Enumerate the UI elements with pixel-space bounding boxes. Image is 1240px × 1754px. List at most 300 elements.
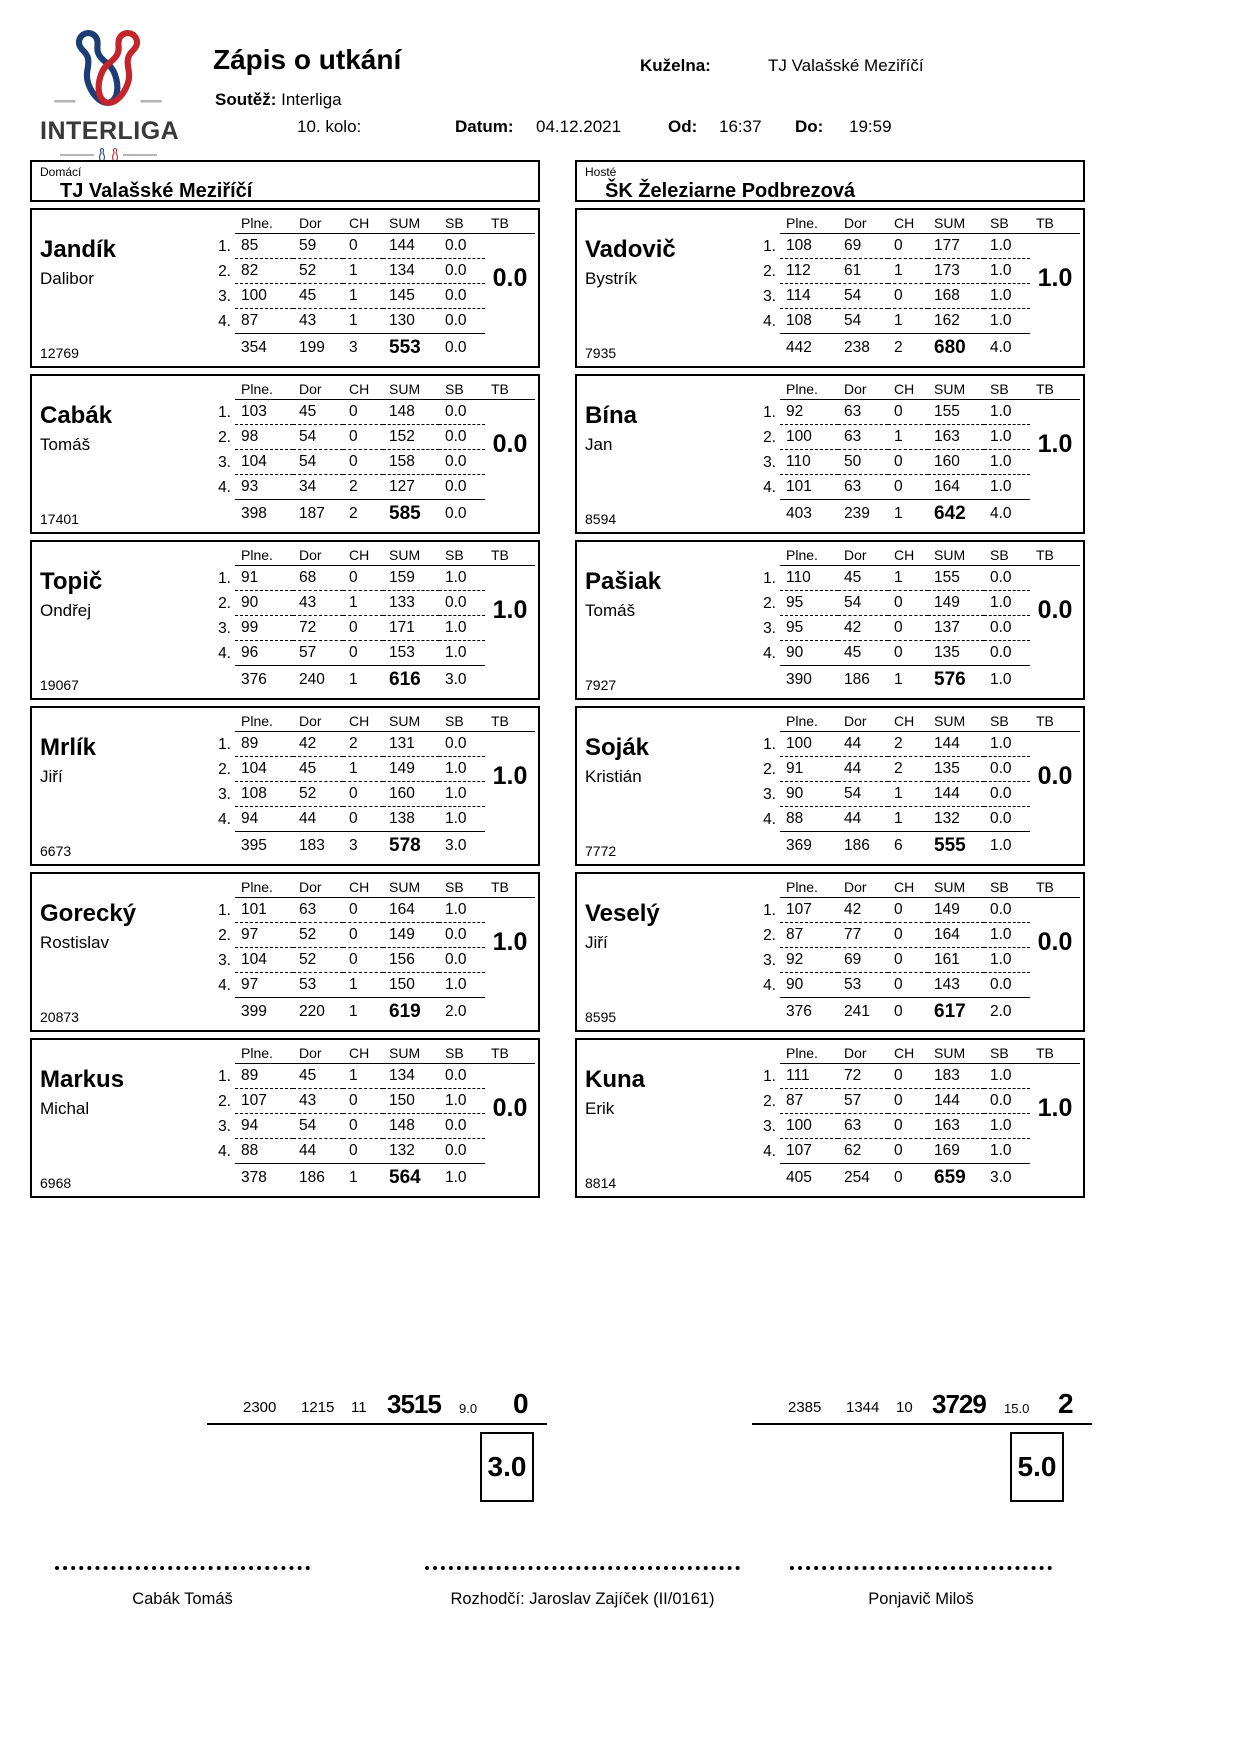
interliga-logo	[40, 24, 180, 162]
score-cell: 0	[343, 782, 383, 807]
score-cell: 1.0	[439, 807, 485, 832]
column-header: Dor	[838, 212, 888, 234]
score-cell: 131	[383, 732, 439, 757]
score-cell: 53	[293, 973, 343, 998]
score-cell: 127	[383, 475, 439, 500]
home-total-ch: 11	[351, 1399, 367, 1416]
score-cell: 42	[293, 732, 343, 757]
column-header: SUM	[383, 1042, 439, 1064]
column-header: SUM	[383, 544, 439, 566]
table-corner	[205, 998, 235, 1026]
score-cell: 0.0	[439, 732, 485, 757]
player-total-cell: 183	[299, 837, 325, 854]
score-cell: 93	[235, 475, 293, 500]
column-header: Plne.	[235, 378, 293, 400]
score-cell: 156	[383, 948, 439, 973]
score-cell: 97	[235, 923, 293, 948]
score-cell: 1	[888, 259, 928, 284]
player-name-area	[585, 376, 750, 532]
column-header: Dor	[293, 544, 343, 566]
score-cell: 0	[343, 234, 383, 259]
player-total-cell: 585	[389, 503, 421, 524]
column-header: SB	[984, 1042, 1030, 1064]
tb-spacer	[485, 641, 535, 666]
row-number: 2.	[218, 594, 231, 612]
score-cell: 0	[888, 1089, 928, 1114]
tb-spacer	[485, 1139, 535, 1164]
score-cell: 87	[235, 309, 293, 334]
player-firstname: Dalibor	[40, 269, 94, 288]
player-total-cell: 442	[786, 339, 812, 356]
table-corner	[750, 1164, 780, 1192]
score-cell: 0	[343, 923, 383, 948]
player-firstname: Tomáš	[40, 435, 91, 454]
score-cell: 149	[383, 923, 439, 948]
score-cell: 92	[780, 948, 838, 973]
player-tb-points: 1.0	[1037, 430, 1073, 458]
score-cell: 0.0	[439, 309, 485, 334]
home-team-column	[30, 160, 540, 1204]
player-surname: Cabák	[40, 402, 113, 429]
score-cell: 0	[343, 807, 383, 832]
score-cell: 133	[383, 591, 439, 616]
column-header: TB	[485, 876, 535, 898]
table-corner	[205, 500, 235, 528]
row-number: 2.	[218, 428, 231, 446]
player-total-cell: 3.0	[445, 837, 467, 854]
column-header: SUM	[383, 710, 439, 732]
score-cell: 0.0	[984, 782, 1030, 807]
player-total-cell: 564	[389, 1167, 421, 1188]
score-cell: 160	[928, 450, 984, 475]
tb-spacer	[1030, 1139, 1080, 1164]
player-name-area	[40, 1040, 205, 1196]
score-cell: 108	[780, 234, 838, 259]
row-number: 3.	[218, 1117, 231, 1135]
signature-referee: Rozhodčí: Jaroslav Zajíček (II/0161)	[450, 1590, 715, 1608]
score-cell: 0.0	[439, 234, 485, 259]
player-total-cell: 3.0	[445, 671, 467, 688]
home-player-blocks	[30, 208, 540, 1198]
player-total-cell: 6	[894, 837, 903, 854]
row-number: 4.	[763, 810, 776, 828]
score-cell: 111	[780, 1064, 838, 1089]
row-number: 4.	[218, 644, 231, 662]
column-header: CH	[888, 212, 928, 234]
score-cell: 0	[888, 234, 928, 259]
player-total-cell: 369	[786, 837, 812, 854]
row-number: 3.	[218, 453, 231, 471]
player-total-cell: 2	[349, 505, 358, 522]
player-total-cell: 354	[241, 339, 267, 356]
score-cell: 43	[293, 591, 343, 616]
player-id: 20873	[40, 1009, 79, 1025]
row-number: 3.	[218, 951, 231, 969]
away-total-dor: 1344	[846, 1399, 880, 1416]
score-cell: 1.0	[439, 782, 485, 807]
column-header: Dor	[293, 876, 343, 898]
score-cell: 1.0	[984, 948, 1030, 973]
bowling-pins-icon	[42, 24, 174, 116]
score-cell: 54	[838, 591, 888, 616]
score-cell: 107	[780, 898, 838, 923]
away-total-plne: 2385	[788, 1399, 822, 1416]
score-cell: 45	[293, 757, 343, 782]
column-header: SUM	[928, 1042, 984, 1064]
column-header: TB	[1030, 710, 1080, 732]
column-header: SB	[984, 212, 1030, 234]
score-cell: 2	[343, 475, 383, 500]
score-cell: 45	[838, 641, 888, 666]
player-firstname: Rostislav	[40, 933, 109, 952]
score-cell: 44	[293, 807, 343, 832]
row-number: 3.	[763, 453, 776, 471]
score-cell: 103	[235, 400, 293, 425]
row-number: 1.	[763, 403, 776, 421]
score-cell: 1.0	[984, 923, 1030, 948]
score-cell: 104	[235, 757, 293, 782]
player-surname: Veselý	[585, 900, 660, 927]
score-cell: 0	[888, 475, 928, 500]
player-block	[575, 540, 1085, 700]
player-total-cell: 1.0	[445, 1169, 467, 1186]
away-team-column	[575, 160, 1085, 1204]
signature-line-referee	[425, 1566, 740, 1570]
tb-spacer	[1030, 807, 1080, 832]
score-cell: 150	[383, 973, 439, 998]
score-cell: 2	[888, 757, 928, 782]
score-cell: 171	[383, 616, 439, 641]
score-cell: 1	[888, 807, 928, 832]
column-header: SB	[439, 876, 485, 898]
player-surname: Bína	[585, 402, 638, 429]
row-number: 3.	[763, 1117, 776, 1135]
player-total-cell: 553	[389, 337, 421, 358]
score-cell: 94	[235, 1114, 293, 1139]
score-cell: 98	[235, 425, 293, 450]
row-number: 2.	[763, 1092, 776, 1110]
score-cell: 1.0	[984, 475, 1030, 500]
player-total-cell: 617	[934, 1001, 966, 1022]
score-cell: 137	[928, 616, 984, 641]
column-header: Dor	[838, 710, 888, 732]
signature-line-away	[790, 1566, 1052, 1570]
player-total-cell: 1	[349, 1169, 358, 1186]
tb-spacer	[1030, 500, 1080, 528]
score-cell: 43	[293, 1089, 343, 1114]
home-total-plne: 2300	[243, 1399, 277, 1416]
score-cell: 1.0	[984, 284, 1030, 309]
column-header: TB	[485, 710, 535, 732]
score-cell: 52	[293, 259, 343, 284]
row-number: 1.	[763, 901, 776, 919]
score-cell: 0	[888, 973, 928, 998]
player-total-cell: 1	[894, 671, 903, 688]
score-cell: 1.0	[984, 1114, 1030, 1139]
score-cell: 160	[383, 782, 439, 807]
score-cell: 54	[838, 284, 888, 309]
score-cell: 1.0	[984, 425, 1030, 450]
player-name-area	[40, 210, 205, 366]
column-header: Dor	[293, 378, 343, 400]
player-total-cell: 2.0	[445, 1003, 467, 1020]
score-cell: 148	[383, 400, 439, 425]
row-number: 3.	[763, 619, 776, 637]
row-number: 1.	[763, 569, 776, 587]
column-header: Plne.	[235, 212, 293, 234]
tb-spacer	[485, 807, 535, 832]
row-number: 4.	[763, 478, 776, 496]
score-cell: 91	[780, 757, 838, 782]
score-cell: 0	[888, 400, 928, 425]
score-cell: 0.0	[439, 259, 485, 284]
column-header: SB	[439, 1042, 485, 1064]
score-cell: 108	[780, 309, 838, 334]
player-surname: Vadovič	[585, 236, 676, 263]
player-total-cell: 659	[934, 1167, 966, 1188]
row-number: 4.	[763, 976, 776, 994]
score-cell: 1	[888, 425, 928, 450]
away-team-name: ŠK Železiarne Podbrezová	[605, 180, 856, 202]
row-number: 1.	[763, 237, 776, 255]
table-corner	[750, 500, 780, 528]
away-total-sum: 3729	[932, 1389, 986, 1419]
row-number: 4.	[218, 1142, 231, 1160]
score-cell: 100	[780, 1114, 838, 1139]
start-time-label: Od:	[668, 117, 698, 136]
column-header: SUM	[928, 212, 984, 234]
score-cell: 134	[383, 1064, 439, 1089]
score-cell: 45	[293, 284, 343, 309]
column-header: Plne.	[780, 378, 838, 400]
score-cell: 159	[383, 566, 439, 591]
row-number: 1.	[763, 735, 776, 753]
tb-spacer	[485, 475, 535, 500]
score-cell: 0.0	[439, 425, 485, 450]
row-number: 2.	[763, 926, 776, 944]
player-surname: Kuna	[585, 1066, 645, 1093]
player-tb-points: 1.0	[492, 596, 528, 624]
score-cell: 0.0	[439, 450, 485, 475]
player-total-cell: 616	[389, 669, 421, 690]
row-number: 2.	[218, 760, 231, 778]
score-cell: 1.0	[439, 898, 485, 923]
player-name-area	[40, 376, 205, 532]
score-cell: 59	[293, 234, 343, 259]
score-cell: 1.0	[984, 234, 1030, 259]
score-cell: 1	[343, 1064, 383, 1089]
score-cell: 135	[928, 641, 984, 666]
tb-spacer	[1030, 1164, 1080, 1192]
score-cell: 50	[838, 450, 888, 475]
score-cell: 1	[343, 591, 383, 616]
score-cell: 1	[343, 259, 383, 284]
column-header: CH	[343, 1042, 383, 1064]
score-cell: 54	[838, 782, 888, 807]
player-name-area	[585, 874, 750, 1030]
column-header: SUM	[383, 378, 439, 400]
column-header: TB	[1030, 212, 1080, 234]
player-total-cell: 578	[389, 835, 421, 856]
tb-spacer	[1030, 898, 1080, 923]
score-cell: 0	[343, 566, 383, 591]
column-header: CH	[888, 876, 928, 898]
column-header: SUM	[928, 710, 984, 732]
player-name-area	[585, 1040, 750, 1196]
player-surname: Mrlík	[40, 734, 97, 761]
score-cell: 88	[780, 807, 838, 832]
score-cell: 87	[780, 1089, 838, 1114]
player-total-cell: 186	[844, 671, 870, 688]
player-total-cell: 680	[934, 337, 966, 358]
home-total-dor: 1215	[301, 1399, 335, 1416]
column-header: SB	[439, 544, 485, 566]
score-cell: 1.0	[439, 1089, 485, 1114]
tb-spacer	[485, 234, 535, 259]
score-cell: 72	[293, 616, 343, 641]
player-name-area	[585, 210, 750, 366]
score-cell: 0.0	[984, 757, 1030, 782]
score-cell: 1	[343, 284, 383, 309]
player-total-cell: 2.0	[990, 1003, 1012, 1020]
player-firstname: Bystrík	[585, 269, 637, 288]
table-corner	[205, 544, 235, 566]
player-surname: Soják	[585, 734, 650, 761]
home-team-name: TJ Valašské Meziříčí	[60, 180, 253, 202]
competition-label: Soutěž:	[215, 90, 277, 109]
row-number: 4.	[218, 810, 231, 828]
row-number: 3.	[763, 287, 776, 305]
player-block	[575, 374, 1085, 534]
row-number: 1.	[218, 1067, 231, 1085]
totals-underline	[752, 1423, 1092, 1425]
column-header: TB	[1030, 378, 1080, 400]
score-cell: 94	[235, 807, 293, 832]
row-number: 1.	[218, 735, 231, 753]
column-header: SUM	[383, 876, 439, 898]
column-header: Dor	[293, 212, 343, 234]
score-cell: 168	[928, 284, 984, 309]
player-id: 6968	[40, 1175, 72, 1191]
logo-text: INTERLIGA	[40, 117, 180, 145]
player-firstname: Jiří	[585, 933, 608, 952]
player-total-cell: 187	[299, 505, 325, 522]
player-id: 8595	[585, 1009, 617, 1025]
column-header: TB	[485, 1042, 535, 1064]
row-number: 1.	[218, 901, 231, 919]
player-tb-points: 0.0	[1037, 928, 1073, 956]
score-cell: 0	[343, 1114, 383, 1139]
score-cell: 132	[928, 807, 984, 832]
score-cell: 43	[293, 309, 343, 334]
score-cell: 2	[888, 732, 928, 757]
score-cell: 0	[343, 898, 383, 923]
score-cell: 0	[888, 284, 928, 309]
tb-spacer	[1030, 998, 1080, 1026]
score-cell: 44	[838, 807, 888, 832]
column-header: SB	[984, 876, 1030, 898]
score-cell: 0	[888, 898, 928, 923]
score-cell: 0	[888, 616, 928, 641]
player-total-cell: 555	[934, 835, 966, 856]
player-firstname: Jiří	[40, 767, 63, 786]
score-cell: 101	[780, 475, 838, 500]
score-cell: 1.0	[984, 1064, 1030, 1089]
player-total-cell: 238	[844, 339, 870, 356]
player-total-cell: 0.0	[445, 339, 467, 356]
table-corner	[750, 544, 780, 566]
score-cell: 63	[838, 475, 888, 500]
score-cell: 90	[780, 782, 838, 807]
row-number: 2.	[218, 926, 231, 944]
score-cell: 153	[383, 641, 439, 666]
player-total-cell: 390	[786, 671, 812, 688]
row-number: 4.	[218, 312, 231, 330]
score-cell: 0.0	[439, 284, 485, 309]
end-time-label: Do:	[795, 117, 824, 136]
score-cell: 164	[928, 475, 984, 500]
score-cell: 169	[928, 1139, 984, 1164]
score-cell: 42	[838, 616, 888, 641]
column-header: Plne.	[780, 710, 838, 732]
column-header: Dor	[293, 710, 343, 732]
tb-spacer	[485, 732, 535, 757]
score-cell: 0.0	[439, 1064, 485, 1089]
score-cell: 0	[888, 1064, 928, 1089]
score-cell: 110	[780, 566, 838, 591]
decorative-line	[123, 154, 157, 156]
score-cell: 1.0	[984, 1139, 1030, 1164]
score-cell: 0	[343, 400, 383, 425]
column-header: CH	[343, 544, 383, 566]
score-cell: 0	[343, 641, 383, 666]
player-total-cell: 0	[894, 1169, 903, 1186]
column-header: CH	[343, 710, 383, 732]
score-cell: 173	[928, 259, 984, 284]
player-id: 12769	[40, 345, 79, 361]
row-number: 3.	[218, 619, 231, 637]
score-cell: 54	[293, 1114, 343, 1139]
home-team-header	[30, 160, 540, 202]
score-cell: 1.0	[984, 400, 1030, 425]
score-cell: 1.0	[984, 450, 1030, 475]
score-cell: 144	[928, 1089, 984, 1114]
player-total-cell: 4.0	[990, 339, 1012, 356]
score-cell: 1	[343, 757, 383, 782]
away-total-ch: 10	[896, 1399, 913, 1416]
score-cell: 1.0	[984, 591, 1030, 616]
score-cell: 89	[235, 732, 293, 757]
round-label: 10. kolo:	[297, 117, 362, 136]
score-cell: 90	[780, 973, 838, 998]
score-cell: 1.0	[439, 616, 485, 641]
player-block	[30, 1038, 540, 1198]
player-firstname: Erik	[585, 1099, 615, 1118]
player-id: 8814	[585, 1175, 617, 1191]
player-total-cell: 642	[934, 503, 966, 524]
score-cell: 150	[383, 1089, 439, 1114]
player-block	[575, 1038, 1085, 1198]
player-name-area	[585, 542, 750, 698]
tb-spacer	[1030, 1064, 1080, 1089]
score-cell: 152	[383, 425, 439, 450]
column-header: CH	[888, 378, 928, 400]
score-cell: 87	[780, 923, 838, 948]
end-time-value: 19:59	[849, 117, 892, 136]
score-cell: 107	[780, 1139, 838, 1164]
table-corner	[750, 998, 780, 1026]
player-total-cell: 220	[299, 1003, 325, 1020]
